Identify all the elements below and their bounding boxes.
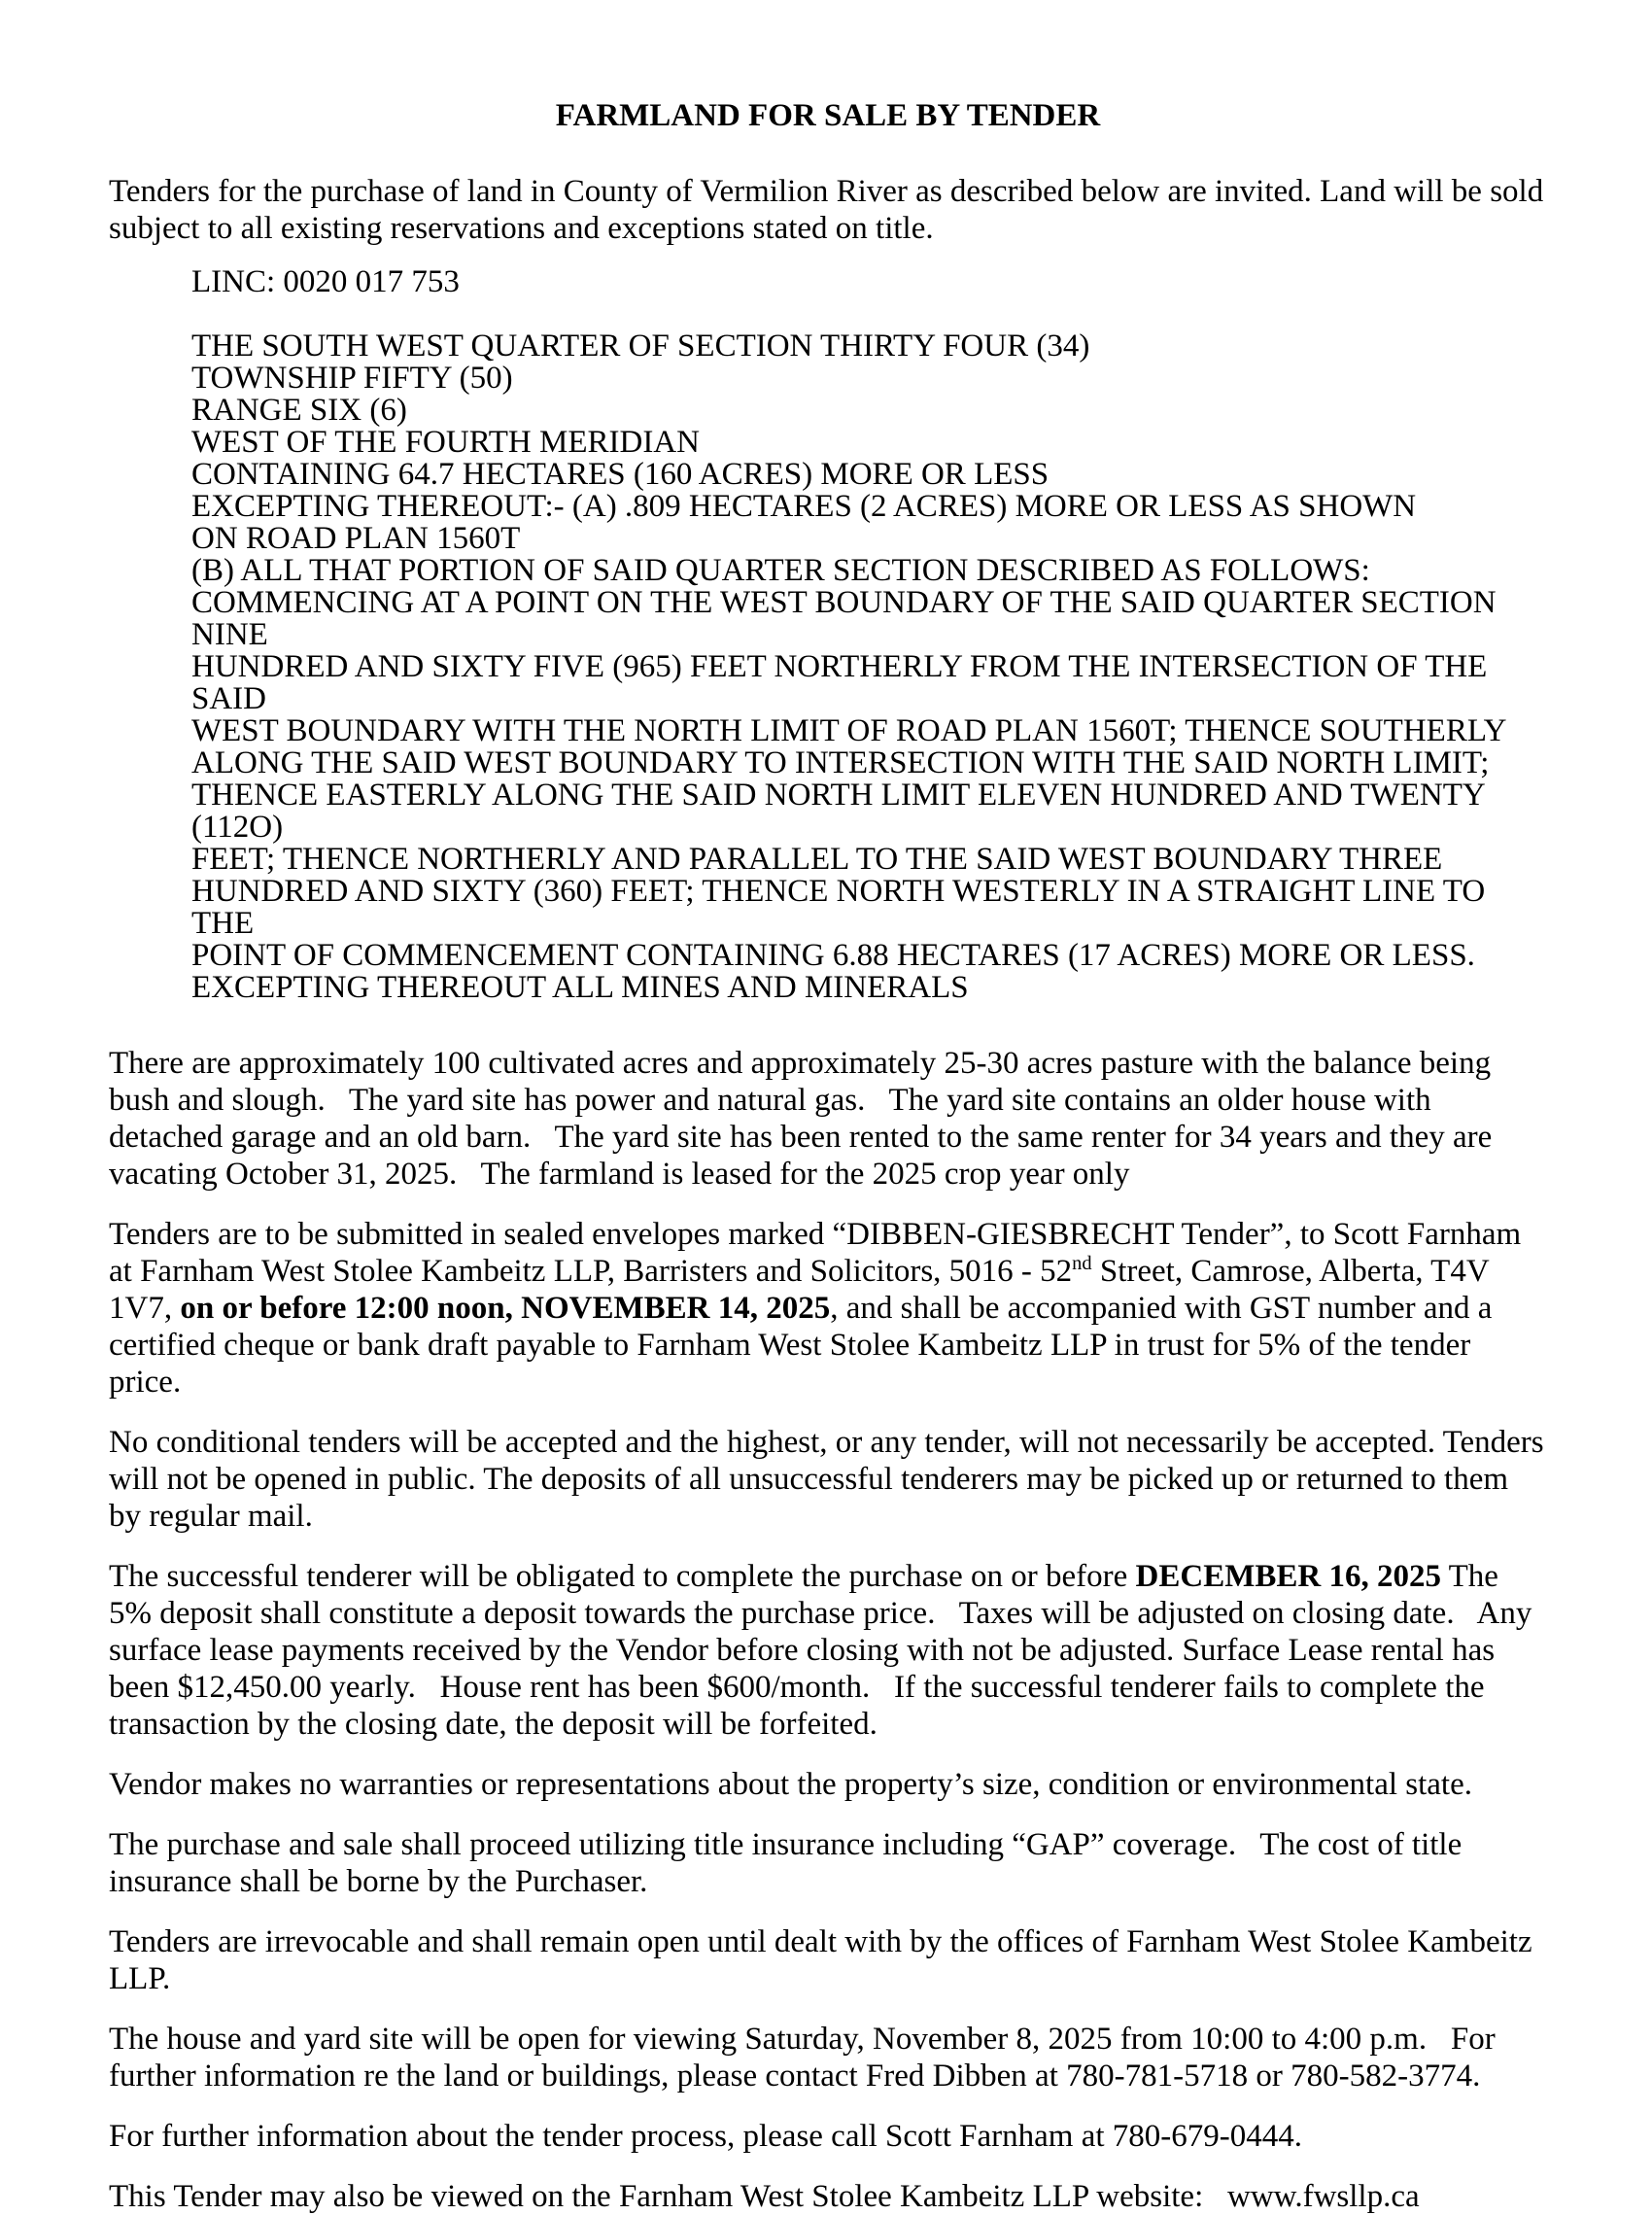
paragraph-no-warranties [109, 1766, 1547, 1803]
superscript-text-run: nd [1072, 1253, 1092, 1274]
text-run: No conditional tenders will be accepted and the highest, or any tender, will not necessarily be accepted. Tenders will not be opened in public. The deposits of all unsuccessful tenderers may be picked up or returned to them by regular mail. [109, 1425, 1552, 1534]
paragraph-tenders-irrevocable [109, 1923, 1547, 1997]
legal-description-line: EXCEPTING THEREOUT:- (A) .809 HECTARES (2 ACRES) MORE OR LESS AS SHOWN [191, 489, 1417, 524]
legal-description-line: ALONG THE SAID WEST BOUNDARY TO INTERSECTION WITH THE SAID NORTH LIMIT; [191, 745, 1490, 780]
text-run: Street, Camrose, Alberta, T4V 1V7, [109, 1254, 1497, 1326]
document-title: FARMLAND FOR SALE BY TENDER [555, 98, 1101, 133]
legal-description-line: WEST BOUNDARY WITH THE NORTH LIMIT OF ROAD PLAN 1560T; THENCE SOUTHERLY [191, 713, 1507, 748]
linc-number: LINC: 0020 017 753 [191, 264, 460, 299]
text-run: For further information about the tender process, please call Scott Farnham at 780-679-0444. [109, 2119, 1302, 2154]
text-run: Tenders are to be submitted in sealed envelopes marked “DIBBEN-GIESBRECHT Tender”, to Scott Farnham at Farnham West Stolee Kambeitz LLP, Barristers and Solicitors, 5016 - 52 [109, 1217, 1530, 1289]
text-run: Vendor makes no warranties or representations about the property’s size, condition or environmental state. [109, 1767, 1472, 1802]
legal-description-line: RANGE SIX (6) [191, 393, 407, 428]
paragraph-closing-terms [109, 1558, 1547, 1743]
text-run: The purchase and sale shall proceed utilizing title insurance including “GAP” coverage. The cost of title insurance shall be borne by the Purchaser. [109, 1827, 1470, 1899]
bold-text-run: DECEMBER 16, 2025 [1135, 1559, 1441, 1594]
intro-paragraph: Tenders for the purchase of land in County of Vermilion River as described below are invited. Land will be sold subject to all existing reservations and exceptions stated on title. [109, 174, 1552, 246]
paragraph-website-info [109, 2178, 1547, 2215]
text-run: , and shall be accompanied with GST number and a certified cheque or bank draft payable to Farnham West Stolee Kambeitz LLP in trust for 5% of the tender price. [109, 1291, 1500, 1400]
legal-description-line: HUNDRED AND SIXTY (360) FEET; THENCE NORTH WESTERLY IN A STRAIGHT LINE TO THE [191, 874, 1493, 941]
legal-description-line: CONTAINING 64.7 HECTARES (160 ACRES) MORE OR LESS [191, 457, 1050, 492]
text-run: The house and yard site will be open for viewing Saturday, November 8, 2025 from 10:00 to 4:00 p.m. For further information re the land or buildings, please contact Fred Dibben at 780-781-5718 or 780-582-3774. [109, 2022, 1503, 2094]
text-run: The successful tenderer will be obligated to complete the purchase on or before [109, 1559, 1136, 1594]
legal-description-line: POINT OF COMMENCEMENT CONTAINING 6.88 HECTARES (17 ACRES) MORE OR LESS. [191, 938, 1475, 973]
paragraph-tender-process-contact [109, 2118, 1547, 2155]
legal-description [191, 330, 1547, 1004]
bold-text-run: on or before 12:00 noon, NOVEMBER 14, 2025 [180, 1291, 831, 1326]
paragraph-acreage-details [109, 1045, 1547, 1193]
legal-description-line: THENCE EASTERLY ALONG THE SAID NORTH LIMIT ELEVEN HUNDRED AND TWENTY (112O) [191, 778, 1493, 845]
paragraphs [109, 1045, 1552, 2215]
text-run: The 5% deposit shall constitute a deposit towards the purchase price. Taxes will be adjusted on closing date. Any surface lease payments received by the Vendor before closing with not be adjusted. Surface Lease rental has been $12,450.00 yearly. House rent has been $600/month. If the successful tenderer fails to complete the transaction by the closing date, the deposit will be forfeited. [109, 1559, 1540, 1742]
legal-description-line: HUNDRED AND SIXTY FIVE (965) FEET NORTHERLY FROM THE INTERSECTION OF THE SAID [191, 649, 1496, 716]
legal-description-line: FEET; THENCE NORTHERLY AND PARALLEL TO THE SAID WEST BOUNDARY THREE [191, 842, 1443, 877]
legal-description-line: THE SOUTH WEST QUARTER OF SECTION THIRTY FOUR (34) [191, 329, 1090, 363]
legal-description-line: EXCEPTING THEREOUT ALL MINES AND MINERALS [191, 970, 969, 1005]
paragraph-viewing-info [109, 2021, 1547, 2094]
paragraph-no-conditional-tenders [109, 1424, 1552, 1535]
legal-description-line: COMMENCING AT A POINT ON THE WEST BOUNDARY OF THE SAID QUARTER SECTION NINE [191, 585, 1504, 652]
text-run: This Tender may also be viewed on the Farnham West Stolee Kambeitz LLP website: www.fwsllp.ca [109, 2179, 1420, 2214]
legal-description-line: (B) ALL THAT PORTION OF SAID QUARTER SECTION DESCRIBED AS FOLLOWS: [191, 553, 1370, 588]
legal-description-line: ON ROAD PLAN 1560T [191, 521, 521, 556]
legal-description-line: TOWNSHIP FIFTY (50) [191, 361, 513, 396]
paragraph-tender-submission [109, 1216, 1547, 1401]
legal-description-line: WEST OF THE FOURTH MERIDIAN [191, 425, 700, 460]
paragraph-title-insurance [109, 1826, 1547, 1900]
text-run: Tenders are irrevocable and shall remain open until dealt with by the offices of Farnham West Stolee Kambeitz LLP. [109, 1924, 1540, 1996]
text-run: There are approximately 100 cultivated acres and approximately 25-30 acres pasture with the balance being bush and slough. The yard site has power and natural gas. The yard site contains an older house with detached garage and an old barn. The yard site has been rented to the same renter for 34 years and they are vacating October 31, 2025. The farmland is leased for the 2025 crop year only [109, 1046, 1500, 1192]
